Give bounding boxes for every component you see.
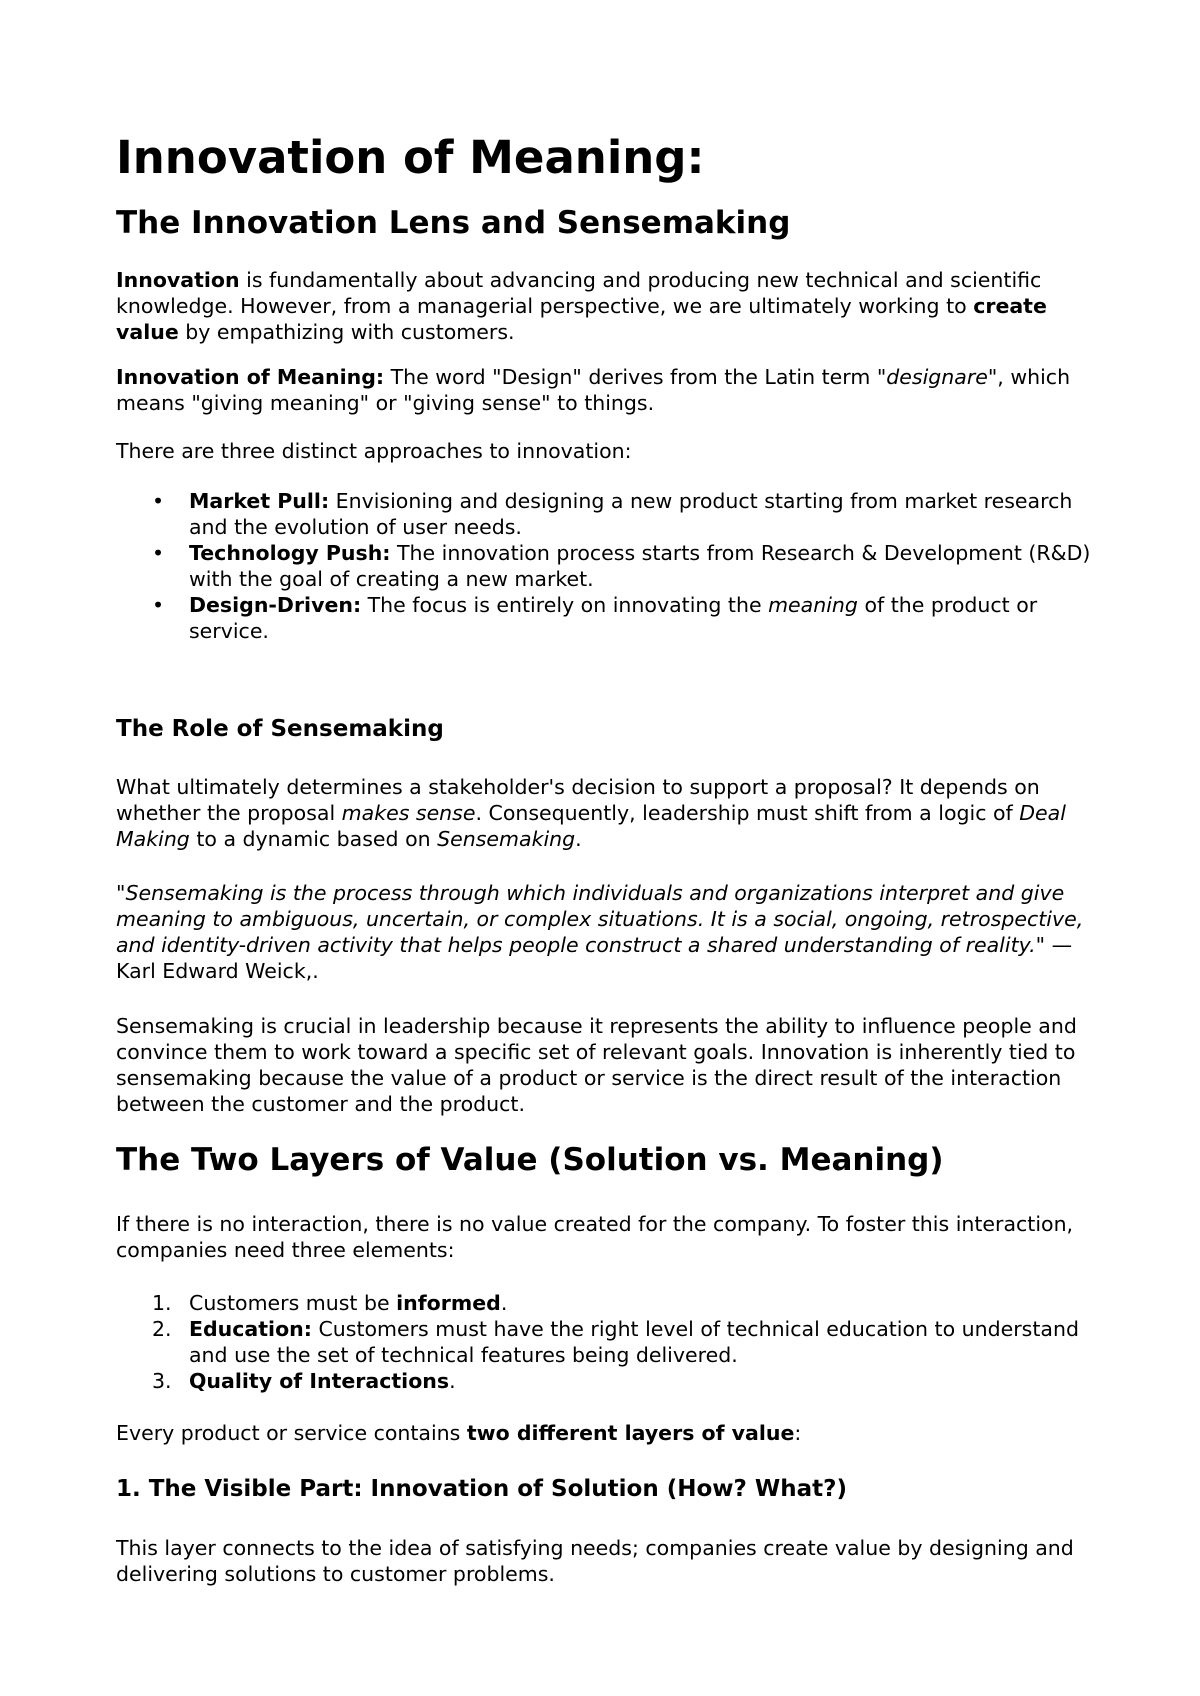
bold-term: Innovation of Meaning: xyxy=(116,365,385,389)
list-item-text: The innovation process starts from Research & Development (R&D) with the goal of creating a new market. xyxy=(189,541,1091,591)
paragraph-text: . xyxy=(575,827,582,851)
paragraph-text: is fundamentally about advancing and producing new technical and scientific knowledge. However, from a managerial perspective, we are ultimately working to xyxy=(116,268,1042,318)
italic-term: makes sense xyxy=(341,801,476,825)
paragraph-approaches-intro: There are three distinct approaches to innovation: xyxy=(116,439,632,463)
paragraph-two-layers xyxy=(116,1420,1096,1446)
paragraph-innovation-of-meaning xyxy=(116,364,1096,416)
subheading-role-of-sensemaking: The Role of Sensemaking xyxy=(116,716,444,742)
bold-term: Innovation xyxy=(116,268,240,292)
italic-term: Deal Making xyxy=(116,801,1066,851)
list-item-text: . xyxy=(449,1369,456,1393)
list-item-informed xyxy=(116,1290,1096,1316)
paragraph-text: ", which means "giving meaning" or "giving sense" to things. xyxy=(116,365,1071,415)
bold-term: Education: xyxy=(189,1317,312,1341)
paragraph-text: to a dynamic based on xyxy=(189,827,438,851)
bold-term: informed xyxy=(396,1291,501,1315)
quote-mark: " xyxy=(116,881,126,905)
list-item-education xyxy=(116,1316,1096,1368)
italic-term: meaning xyxy=(768,593,858,617)
bold-term: create value xyxy=(116,294,1047,344)
list-number: 3. xyxy=(152,1369,172,1393)
list-item-text: Customers must be xyxy=(189,1291,397,1315)
list-item-market-pull xyxy=(116,488,1096,540)
paragraph-stakeholder-decision xyxy=(116,774,1096,852)
list-item-quality xyxy=(116,1368,1096,1394)
italic-term: designare xyxy=(886,365,988,389)
document-title: Innovation of Meaning: xyxy=(116,131,705,184)
list-item-design-driven xyxy=(116,592,1096,644)
paragraph-innovation-definition xyxy=(116,267,1096,345)
list-number: 2. xyxy=(152,1317,172,1341)
quote-attribution: " — Karl Edward Weick,. xyxy=(116,933,1073,983)
bullet-icon: • xyxy=(152,489,165,513)
list-item-text: . xyxy=(500,1291,508,1315)
subheading-visible-part: 1. The Visible Part: Innovation of Solution (How? What?) xyxy=(116,1476,847,1502)
list-number: 1. xyxy=(152,1291,172,1315)
list-item-text: Customers must have the right level of technical education to understand and use the set of technical features being delivered. xyxy=(189,1317,1079,1367)
paragraph-visible-layer: This layer connects to the idea of satisfying needs; companies create value by designing and delivering solutions to customer problems. xyxy=(116,1536,1074,1586)
bullet-icon: • xyxy=(152,593,165,617)
paragraph-text: The word "Design" derives from the Latin term " xyxy=(384,365,887,389)
quote-text: Sensemaking is the process through which individuals and organizations interpret and give meaning to ambiguous, uncertain, or complex situations. It is a social, ongoing, retrospective, and identity-driven activity that helps people construct a shared understanding of reality. xyxy=(116,881,1084,957)
list-item-text: Envisioning and designing a new product starting from market research and the evolution of user needs. xyxy=(189,489,1073,539)
section-heading-innovation-lens: The Innovation Lens and Sensemaking xyxy=(116,205,791,241)
list-item-label: Technology Push: xyxy=(189,541,391,565)
list-item-text: The focus is entirely on innovating the xyxy=(361,593,769,617)
list-item-text: of the product or service. xyxy=(189,593,1038,643)
paragraph-text: What ultimately determines a stakeholder's decision to support a proposal? It depends on whether the proposal xyxy=(116,775,1040,825)
paragraph-text: by empathizing with customers. xyxy=(178,320,515,344)
quote-weick xyxy=(116,880,1096,984)
paragraph-text: : xyxy=(794,1421,802,1445)
bullet-icon: • xyxy=(152,541,165,565)
approaches-list xyxy=(116,488,1096,644)
paragraph-text: . Consequently, leadership must shift from a logic of xyxy=(475,801,1020,825)
list-item-label: Design-Driven: xyxy=(189,593,362,617)
list-item-label: Market Pull: xyxy=(189,489,330,513)
paragraph-text: Every product or service contains xyxy=(116,1421,467,1445)
paragraph-sensemaking-leadership: Sensemaking is crucial in leadership because it represents the ability to influence people and convince them to work toward a specific set of relevant goals. Innovation is inherently tied to sensemaking because the value of a product or service is the direct result of the interaction between the customer and the product. xyxy=(116,1014,1077,1116)
bold-term: two different layers of value xyxy=(466,1421,795,1445)
paragraph-no-interaction: If there is no interaction, there is no value created for the company. To foster this interaction, companies need three elements: xyxy=(116,1212,1074,1262)
italic-term: Sensemaking xyxy=(437,827,576,851)
bold-term: Quality of Interactions xyxy=(189,1369,450,1393)
elements-list xyxy=(116,1290,1096,1394)
section-heading-two-layers: The Two Layers of Value (Solution vs. Meaning) xyxy=(116,1142,944,1178)
list-item-technology-push xyxy=(116,540,1096,592)
